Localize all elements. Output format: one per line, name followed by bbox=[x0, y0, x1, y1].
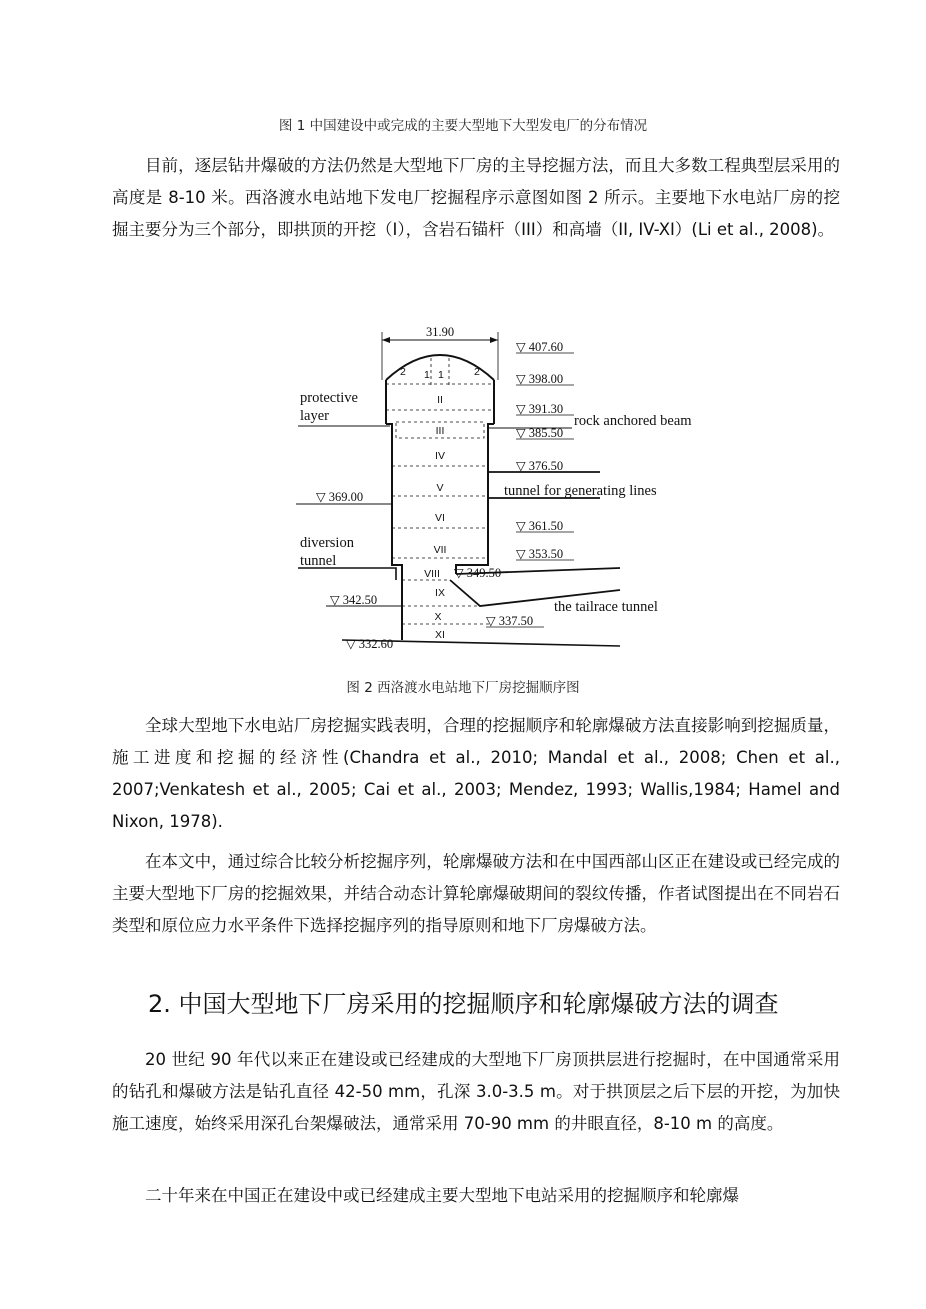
layer-II: II bbox=[437, 394, 443, 406]
label-layer: layer bbox=[300, 408, 329, 424]
arch-part-right: 2 bbox=[474, 366, 480, 378]
paragraph-twenty-years: 二十年来在中国正在建设中或已经建成主要大型地下电站采用的挖掘顺序和轮廓爆 bbox=[145, 1186, 739, 1205]
elevation-349: ▽ 349.50 bbox=[454, 566, 502, 580]
figure2-caption: 图 2 西洛渡水电站地下厂房挖掘顺序图 bbox=[346, 680, 580, 696]
layer-IV: IV bbox=[435, 450, 445, 462]
arch-part-left: 2 bbox=[400, 366, 406, 378]
elevation-361: ▽ 361.50 bbox=[516, 519, 564, 533]
elevation-369: ▽ 369.00 bbox=[316, 490, 364, 504]
layer-VI: VI bbox=[435, 512, 445, 524]
elevation-342: ▽ 342.50 bbox=[330, 593, 378, 607]
label-diversion: diversion bbox=[300, 535, 354, 551]
elevation-337: ▽ 337.50 bbox=[486, 614, 534, 628]
paragraph-practice: 全球大型地下水电站厂房挖掘实践表明，合理的挖掘顺序和轮廓爆破方法直接影响到挖掘质量，施工进度和挖掘的经济性(Chandra et al., 2010; Mandal et al., 2008; Chen et al., 2007;Venkatesh et al., 2005; Cai et al., 2003; Mendez, 1993; Wallis,1984; Hamel and Nixon, 1978). bbox=[112, 716, 840, 831]
elevation-353: ▽ 353.50 bbox=[516, 547, 564, 561]
label-rock-anchored-beam: rock anchored beam bbox=[574, 413, 692, 429]
label-tunnel: tunnel bbox=[300, 553, 337, 569]
layer-VIII: VIII bbox=[424, 568, 440, 580]
section-2-heading: 2. 中国大型地下厂房采用的挖掘顺序和轮廓爆破方法的调查 bbox=[148, 990, 779, 1018]
label-tailrace: the tailrace tunnel bbox=[554, 599, 658, 615]
layer-X: X bbox=[434, 611, 442, 623]
layer-IX: IX bbox=[435, 587, 445, 599]
paragraph-this-paper: 在本文中，通过综合比较分析挖掘序列，轮廓爆破方法和在中国西部山区正在建设或已经完成的主要大型地下厂房的挖掘效果，并结合动态计算轮廓爆破期间的裂纹传播，作者试图提出在不同岩石类型和原位应力水平条件下选择挖掘序列的指导原则和地下厂房爆破方法。 bbox=[112, 852, 840, 935]
width-dimension-label: 31.90 bbox=[425, 325, 455, 339]
layer-V: V bbox=[436, 482, 444, 494]
elevation-407: ▽ 407.60 bbox=[516, 340, 564, 354]
arch-part-mid: 1 bbox=[424, 369, 430, 381]
paragraph-drilling-methods: 20 世纪 90 年代以来正在建设或已经建成的大型地下厂房顶拱层进行挖掘时，在中国通常采用的钻孔和爆破方法是钻孔直径 42-50 mm，孔深 3.0-3.5 m。对于拱顶层之后下层的开挖，为加快施工速度，始终采用深孔台架爆破法，通常采用 70-90 mm 的井眼直径，8-10 m 的高度。 bbox=[112, 1050, 840, 1133]
elevation-332: ▽ 332.60 bbox=[346, 637, 394, 651]
figure2-excavation-diagram bbox=[290, 322, 710, 654]
elevation-391: ▽ 391.30 bbox=[516, 402, 564, 416]
paragraph-intro: 目前，逐层钻井爆破的方法仍然是大型地下厂房的主导挖掘方法，而且大多数工程典型层采用的高度是 8-10 米。西洛渡水电站地下发电厂挖掘程序示意图如图 2 所示。主要地下水电站厂房的挖掘主要分为三个部分，即拱顶的开挖（I），含岩石锚杆（III）和高墙（II, IV-XI）(Li et al., 2008)。 bbox=[112, 156, 840, 239]
elevation-398: ▽ 398.00 bbox=[516, 372, 564, 386]
elevation-376: ▽ 376.50 bbox=[516, 459, 564, 473]
arch-part-center: 1 bbox=[438, 369, 444, 381]
layer-VII: VII bbox=[433, 544, 447, 556]
figure1-caption: 图 1 中国建设中或完成的主要大型地下大型发电厂的分布情况 bbox=[278, 118, 648, 134]
elevation-385: ▽ 385.50 bbox=[516, 426, 564, 440]
label-protective: protective bbox=[300, 390, 358, 406]
layer-III: III bbox=[435, 425, 445, 437]
label-tunnel-generating-lines: tunnel for generating lines bbox=[504, 483, 657, 499]
layer-XI: XI bbox=[435, 629, 445, 641]
